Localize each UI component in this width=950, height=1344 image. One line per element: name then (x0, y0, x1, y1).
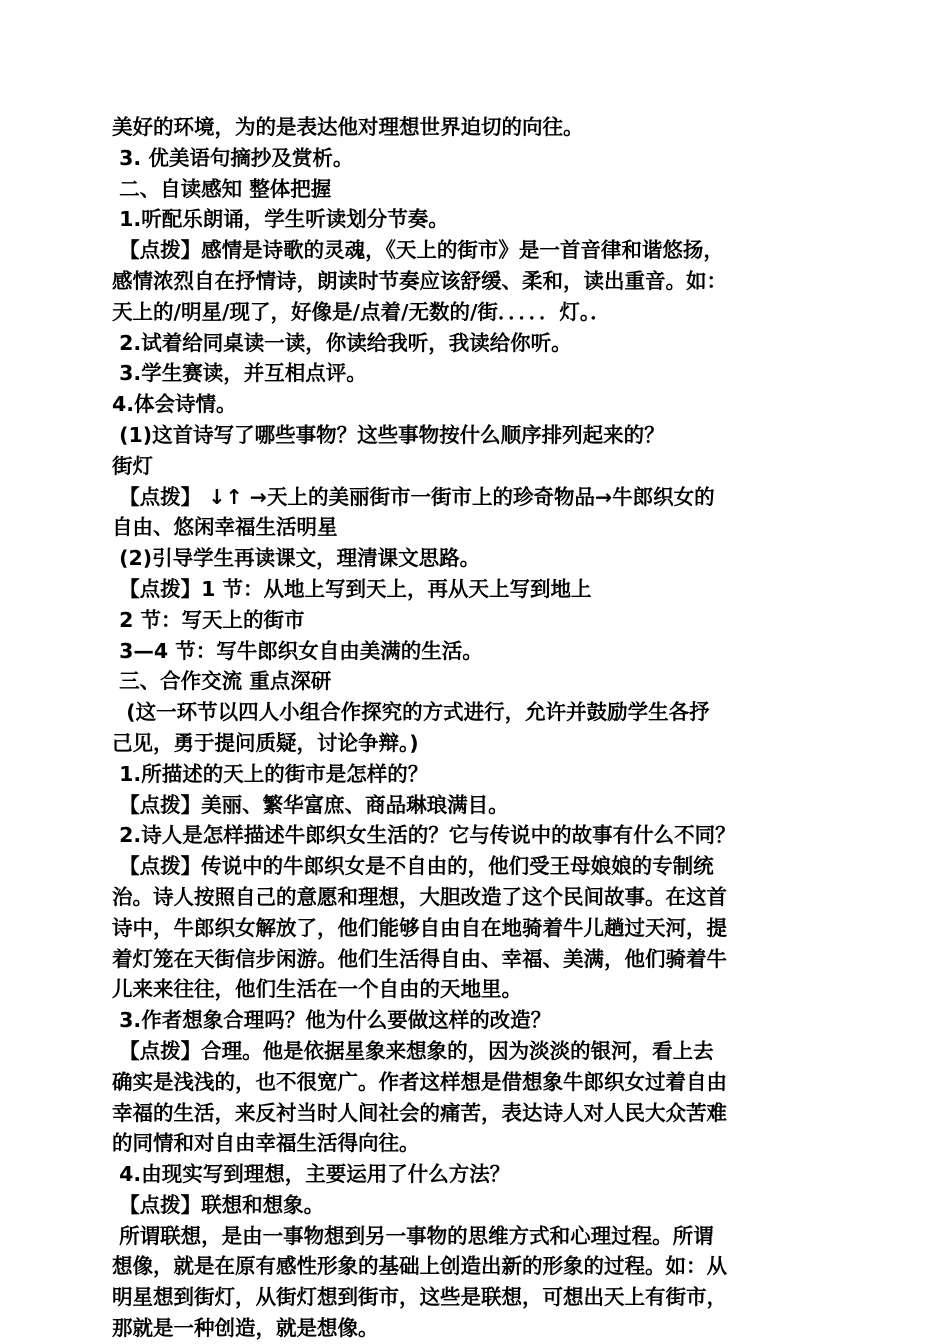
text-line: (2)引导学生再读课文，理清课文思路。 (112, 546, 481, 571)
text-line: 自由、悠闲幸福生活明星 (112, 515, 338, 540)
text-line: 幸福的生活，来反衬当时人间社会的痛苦，表达诗人对人民大众苦难 (112, 1100, 727, 1125)
text-line: (1)这首诗写了哪些事物？这些事物按什么顺序排列起来的？ (112, 422, 665, 447)
text-line: 1.听配乐朗诵，学生听读划分节奏。 (112, 207, 449, 232)
text-line: 3.作者想象合理吗？他为什么要做这样的改造？ (112, 1008, 552, 1033)
section-heading: 三、合作交流 重点深研 (112, 669, 332, 694)
text-line: 4.体会诗情。 (112, 392, 237, 417)
text-line: 诗中，牛郎织女解放了，他们能够自由自在地骑着牛儿趟过天河，提 (112, 915, 727, 940)
text-line: 所谓联想，是由一事物想到另一事物的思维方式和心理过程。所谓 (112, 1223, 714, 1248)
text-line: 天上的/明星/现了，好像是/点着/无数的/街．．．．．灯。． (112, 299, 611, 324)
text-line: 想像，就是在原有感性形象的基础上创造出新的形象的过程。如：从 (112, 1254, 727, 1279)
text-line: 4.由现实写到理想，主要运用了什么方法？ (112, 1162, 511, 1187)
section-heading: 二、自读感知 整体把握 (112, 176, 332, 201)
text-line: 着灯笼在天街信步闲游。他们生活得自由、幸福、美满，他们骑着牛 (112, 946, 727, 971)
text-line: 2.诗人是怎样描述牛郎织女生活的？它与传说中的故事有什么不同？ (112, 823, 736, 848)
document-body (112, 112, 842, 1344)
text-line: 感情浓烈自在抒情诗，朗读时节奏应该舒缓、柔和，读出重音。如： (112, 268, 727, 293)
text-line: 【点拨】合理。他是依据星象来想象的，因为淡淡的银河，看上去 (112, 1038, 714, 1063)
text-line: 2.试着给同桌读一读，你读给我听，我读给你听。 (112, 330, 572, 355)
text-line: 【点拨】1 节：从地上写到天上，再从天上写到地上 (112, 576, 592, 601)
text-line: 美好的环境，为的是表达他对理想世界迫切的向往。 (112, 115, 584, 139)
text-line: 那就是一种创造，就是想像。 (112, 1316, 379, 1341)
text-line: 确实是浅浅的，也不很宽广。作者这样想是借想象牛郎织女过着自由 (112, 1069, 727, 1094)
text-line: 3. 优美语句摘抄及赏析。 (112, 145, 354, 170)
text-line: 治。诗人按照自己的意愿和理想，大胆改造了这个民间故事。在这首 (112, 884, 727, 909)
text-line: 己见，勇于提问质疑，讨论争辩。) (112, 730, 419, 755)
text-line: 【点拨】 ↓↑ →天上的美丽街市一街市上的珍奇物品→牛郎织女的 (112, 484, 715, 509)
text-line: 【点拨】传说中的牛郎织女是不自由的，他们受王母娘娘的专制统 (112, 854, 714, 879)
text-line: 【点拨】联想和想象。 (112, 1192, 325, 1217)
text-line: 街灯 (112, 453, 153, 478)
text-line: 2 节：写天上的街市 (112, 607, 305, 632)
text-line: 【点拨】美丽、繁华富庶、商品琳琅满目。 (112, 792, 509, 817)
text-line: 3.学生赛读，并互相点评。 (112, 361, 367, 386)
text-line: 明星想到街灯，从街灯想到街市，这些是联想，可想出天上有街市， (112, 1285, 727, 1310)
text-line: 【点拨】感情是诗歌的灵魂，《天上的街市》是一首音律和谐悠扬， (112, 238, 724, 263)
text-line: 儿来来往往，他们生活在一个自由的天地里。 (112, 977, 522, 1002)
text-line: 3—4 节：写牛郎织女自由美满的生活。 (112, 638, 483, 663)
text-line: (这一环节以四人小组合作探究的方式进行，允许并鼓励学生各抒 (112, 700, 710, 725)
text-line: 1.所描述的天上的街市是怎样的？ (112, 761, 429, 786)
text-line: 的同情和对自由幸福生活得向往。 (112, 1131, 420, 1156)
